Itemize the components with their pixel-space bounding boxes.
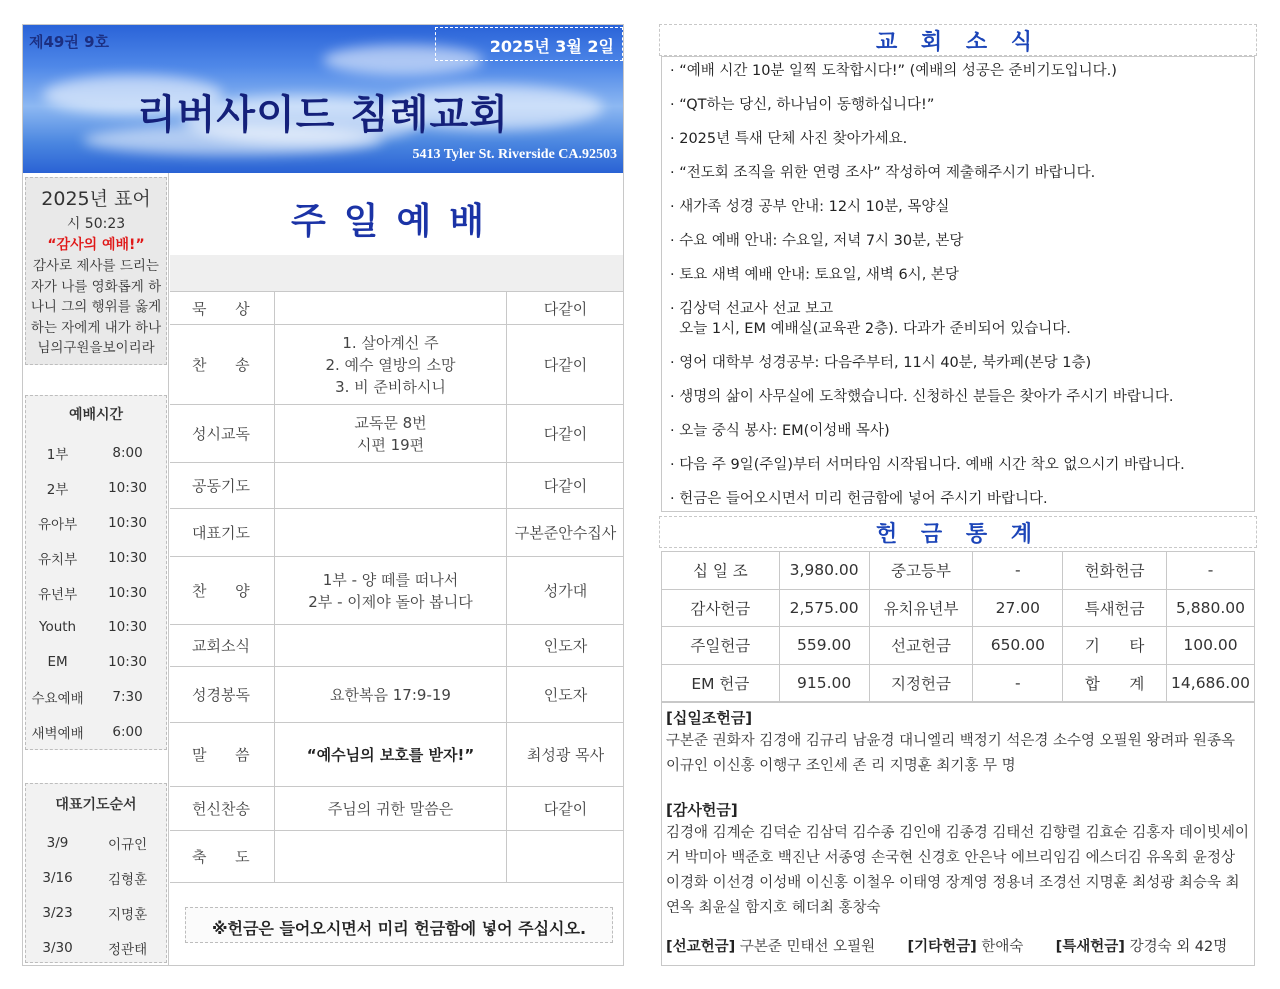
worship-time-row: [26, 714, 166, 749]
other-heading: [기타헌금]: [907, 939, 977, 955]
service-content: [275, 463, 507, 508]
church-address: 5413 Tyler St. Riverside CA.92503: [412, 147, 617, 162]
service-content-line: 1. 살아계신 주: [342, 333, 439, 352]
worship-time: 10:30: [108, 619, 147, 636]
worship-name: 수요예배: [31, 690, 84, 707]
offering-label: EM 헌금: [662, 664, 780, 702]
news-item: 오늘 1시, EM 예배실(교육관 2층). 다과가 준비되어 있습니다.: [670, 321, 1071, 337]
offering-label: 십 일 조: [662, 552, 780, 590]
service-leader: 다같이: [543, 477, 588, 495]
service-leader: 다같이: [543, 299, 588, 318]
church-name: 리버사이드 침례교회: [137, 92, 509, 138]
worship-time-row: [26, 610, 166, 645]
prayer-order-row: [26, 861, 166, 896]
service-content: [275, 509, 507, 556]
service-content-line: 2부 - 이제야 돌아 봅니다: [308, 592, 473, 611]
special-heading: [특새헌금]: [1055, 939, 1125, 955]
offering-amount: 27.00: [973, 589, 1063, 627]
service-item: 찬 양: [170, 557, 275, 624]
offering-label: 감사헌금: [662, 589, 780, 627]
service-leader: 인도자: [543, 637, 588, 655]
service-content: [275, 723, 507, 786]
news-item: · “QT하는 당신, 하나님이 동행하십니다!”: [670, 97, 935, 113]
news-item: · 수요 예배 안내: 수요일, 저녁 7시 30분, 본당: [670, 233, 964, 249]
service-title: 주일예배: [290, 201, 503, 242]
service-content-line: 3. 비 준비하시니: [335, 377, 446, 396]
service-leader: 다같이: [543, 800, 588, 818]
worship-name: 새벽예배: [31, 725, 84, 742]
service-item: 묵 상: [170, 292, 275, 324]
service-item: 교회소식: [170, 625, 275, 666]
prayer-date: 3/16: [42, 870, 73, 887]
worship-time: 10:30: [108, 514, 147, 531]
service-content: [275, 831, 507, 882]
offering-label: 기 타: [1063, 627, 1167, 665]
offering-amount: 915.00: [779, 664, 869, 702]
worship-times-title: 예배시간: [68, 407, 124, 423]
service-content: [275, 325, 507, 404]
worship-name: 유치부: [37, 551, 78, 568]
offering-title: 헌 금 통 계: [659, 516, 1257, 548]
motto-verse: 감사로 제사를 드리는 자가 나를 영화롭게 하나니 그의 행위를 옳게 하는 자에게 내가 하나님의구원을보이리라: [30, 258, 162, 356]
news-title: 교 회 소 식: [659, 24, 1257, 56]
other-offerings: [666, 935, 1227, 956]
service-row: [170, 291, 624, 325]
worship-name: 2부: [46, 482, 69, 499]
offering-amount: -: [973, 552, 1063, 590]
worship-time-row: [26, 645, 166, 680]
worship-time: 10:30: [108, 584, 147, 601]
news-item: · “예배 시간 10분 일찍 도착합시다!” (예배의 성공은 준비기도입니다.): [670, 63, 1117, 79]
offering-label: 지정헌금: [869, 664, 973, 702]
thanks-heading: [감사헌금]: [666, 801, 738, 819]
service-row: [170, 831, 624, 883]
worship-name: 유아부: [37, 516, 78, 533]
prayer-order-title: 대표기도순서: [55, 797, 137, 813]
worship-times: [25, 395, 167, 750]
service-row: [170, 557, 624, 625]
service-row: [170, 625, 624, 667]
service-row: [170, 667, 624, 723]
worship-time: 10:30: [108, 480, 147, 497]
thanks-names: 김경애 김계순 김덕순 김삼덕 김수종 김인애 김종경 김태선 김향렬 김효순 김홍자 데이빗세이거 박미아 백준호 백진난 서종영 손국현 신경호 안은낙 에브리임김 에스더김 유옥회 윤정상 이경화 이선경 이성배 이신홍 이철우 이태영 장계영 정용녀 조경선 지명훈 최성광 최승욱 최연옥 최윤실 함지호 헤더최 홍창숙: [666, 825, 1249, 916]
tithe-names: 구본준 권화자 김경애 김규리 남윤경 대니엘리 백정기 석은경 소수영 오필원 왕려파 원종옥 이규인 이신홍 이행구 조인세 존 리 지명훈 최기홍 무 명: [666, 733, 1235, 774]
news-item: · 김상덕 선교사 선교 보고: [670, 301, 834, 317]
service-content: [275, 557, 507, 624]
special-names: 강경숙 외 42명: [1129, 939, 1228, 955]
offering-label: 중고등부: [869, 552, 973, 590]
offering-row: [662, 627, 1255, 665]
prayer-name: 정관태: [107, 941, 148, 958]
bulletin-date: 2025년 3월 2일: [489, 37, 614, 56]
worship-time-row: [26, 506, 166, 541]
prayer-name: 이규인: [107, 837, 148, 854]
service-content-line: 2. 예수 열방의 소망: [325, 355, 456, 374]
service-content-line: 주님의 귀한 말씀은: [327, 799, 454, 818]
service-row: [170, 509, 624, 557]
yearly-motto: [25, 177, 167, 365]
worship-time: 10:30: [108, 654, 147, 671]
offering-row: [662, 589, 1255, 627]
news-item: · 토요 새벽 예배 안내: 토요일, 새벽 6시, 본당: [670, 267, 959, 283]
service-item: 찬 송: [170, 325, 275, 404]
service-leader: 최성광 목사: [526, 746, 605, 764]
offering-amount: -: [973, 664, 1063, 702]
news-item: · 영어 대학부 성경공부: 다음주부터, 11시 40분, 북카페(본당 1층): [670, 355, 1092, 371]
service-leader: 성가대: [543, 582, 588, 600]
service-content-line: 시편 19편: [356, 435, 425, 454]
offering-amount: 559.00: [779, 627, 869, 665]
worship-time: 7:30: [112, 688, 143, 705]
offering-label: 특새헌금: [1063, 589, 1167, 627]
sidebar: [23, 173, 169, 965]
prayer-order-row: [26, 896, 166, 931]
worship-name: 유년부: [37, 586, 78, 603]
prayer-name: 김형훈: [107, 872, 148, 889]
left-page: [22, 24, 624, 966]
service-row: [170, 787, 624, 831]
service-item: 성시교독: [170, 405, 275, 462]
church-news: [661, 56, 1255, 512]
motto-reference: 시 50:23: [66, 216, 126, 232]
service-leader: 다같이: [543, 356, 588, 374]
offering-amount: 650.00: [973, 627, 1063, 665]
prayer-date: 3/30: [42, 939, 73, 956]
worship-name: 1부: [46, 447, 69, 464]
service-leader: 인도자: [543, 686, 588, 704]
order-of-service: [170, 291, 624, 883]
service-content: [275, 787, 507, 830]
worship-time-row: [26, 575, 166, 610]
date-box: [435, 27, 623, 61]
prayer-name: 지명훈: [107, 906, 148, 923]
offering-notice: ※헌금은 들어오시면서 미리 헌금함에 넣어 주십시오.: [185, 907, 613, 943]
service-content-line: 요한복음 17:9-19: [330, 685, 451, 704]
news-item: · 헌금은 들어오시면서 미리 헌금함에 넣어 주시기 바랍니다.: [670, 491, 1048, 507]
service-item: 성경봉독: [170, 667, 275, 722]
service-content-line: 1부 - 양 떼를 떠나서: [322, 570, 459, 589]
service-content: [275, 625, 507, 666]
service-leader: [507, 831, 624, 882]
service-item: 말 씀: [170, 723, 275, 786]
service-row: [170, 405, 624, 463]
right-page: [659, 24, 1257, 986]
service-content: [275, 667, 507, 722]
offering-row: [662, 664, 1255, 702]
motto-theme: “감사의 예배!”: [47, 237, 145, 253]
donor-list: [661, 702, 1255, 966]
offering-row: [662, 552, 1255, 590]
service-row: [170, 723, 624, 787]
other-names: 한애숙: [981, 939, 1024, 955]
offering-amount: 5,880.00: [1167, 589, 1255, 627]
service-item: 축 도: [170, 831, 275, 882]
worship-time-row: [26, 540, 166, 575]
service-item: 대표기도: [170, 509, 275, 556]
offering-amount: 100.00: [1167, 627, 1255, 665]
worship-time: 6:00: [112, 723, 143, 740]
offering-label: 선교헌금: [869, 627, 973, 665]
prayer-date: 3/23: [42, 904, 73, 921]
offering-label: 헌화헌금: [1063, 552, 1167, 590]
offering-amount: -: [1167, 552, 1255, 590]
service-content: [275, 292, 507, 324]
news-item: · 다음 주 9일(주일)부터 서머타임 시작됩니다. 예배 시간 착오 없으시기 바랍니다.: [670, 457, 1185, 473]
offering-label: 합 계: [1063, 664, 1167, 702]
tithe-heading: [십일조헌금]: [666, 709, 753, 727]
offering-label: 유치유년부: [869, 589, 973, 627]
worship-time-row: [26, 436, 166, 471]
offering-amount: 3,980.00: [779, 552, 869, 590]
service-content-line: “예수님의 보호를 받자!”: [306, 745, 475, 764]
worship-time: 8:00: [112, 445, 143, 462]
offering-amount: 2,575.00: [779, 589, 869, 627]
worship-time-row: [26, 680, 166, 715]
mission-names: 구본준 민태선 오필원: [739, 939, 876, 955]
offering-label: 주일헌금: [662, 627, 780, 665]
service-row: [170, 463, 624, 509]
offering-amount: 14,686.00: [1167, 664, 1255, 702]
worship-name: EM: [47, 654, 68, 671]
service-leader: 다같이: [543, 425, 588, 443]
news-item: · 오늘 중식 봉사: EM(이성배 목사): [670, 423, 890, 439]
service-content-line: 교독문 8번: [354, 413, 427, 432]
worship-time: 10:30: [108, 549, 147, 566]
volume-number: 제49권 9호: [29, 33, 110, 51]
mission-heading: [선교헌금]: [666, 939, 736, 955]
prayer-order: [25, 783, 167, 963]
service-item: 공동기도: [170, 463, 275, 508]
divider-bar: [170, 255, 623, 291]
motto-title: 2025년 표어: [41, 188, 151, 210]
header-banner: [23, 25, 623, 173]
service-row: [170, 325, 624, 405]
offering-table: [661, 551, 1255, 702]
news-item: · 새가족 성경 공부 안내: 12시 10분, 목양실: [670, 199, 950, 215]
news-item: · “전도회 조직을 위한 연령 조사” 작성하여 제출해주시기 바랍니다.: [670, 165, 1096, 181]
service-content: [275, 405, 507, 462]
worship-name: Youth: [38, 619, 77, 636]
service-leader: 구본준안수집사: [514, 524, 617, 542]
news-item: · 2025년 특새 단체 사진 찾아가세요.: [670, 131, 908, 147]
prayer-date: 3/9: [46, 835, 69, 852]
worship-time-row: [26, 471, 166, 506]
prayer-order-row: [26, 826, 166, 861]
news-item: · 생명의 삶이 사무실에 도착했습니다. 신청하신 분들은 찾아가 주시기 바랍니다.: [670, 389, 1174, 405]
prayer-order-row: [26, 930, 166, 965]
service-item: 헌신찬송: [170, 787, 275, 830]
